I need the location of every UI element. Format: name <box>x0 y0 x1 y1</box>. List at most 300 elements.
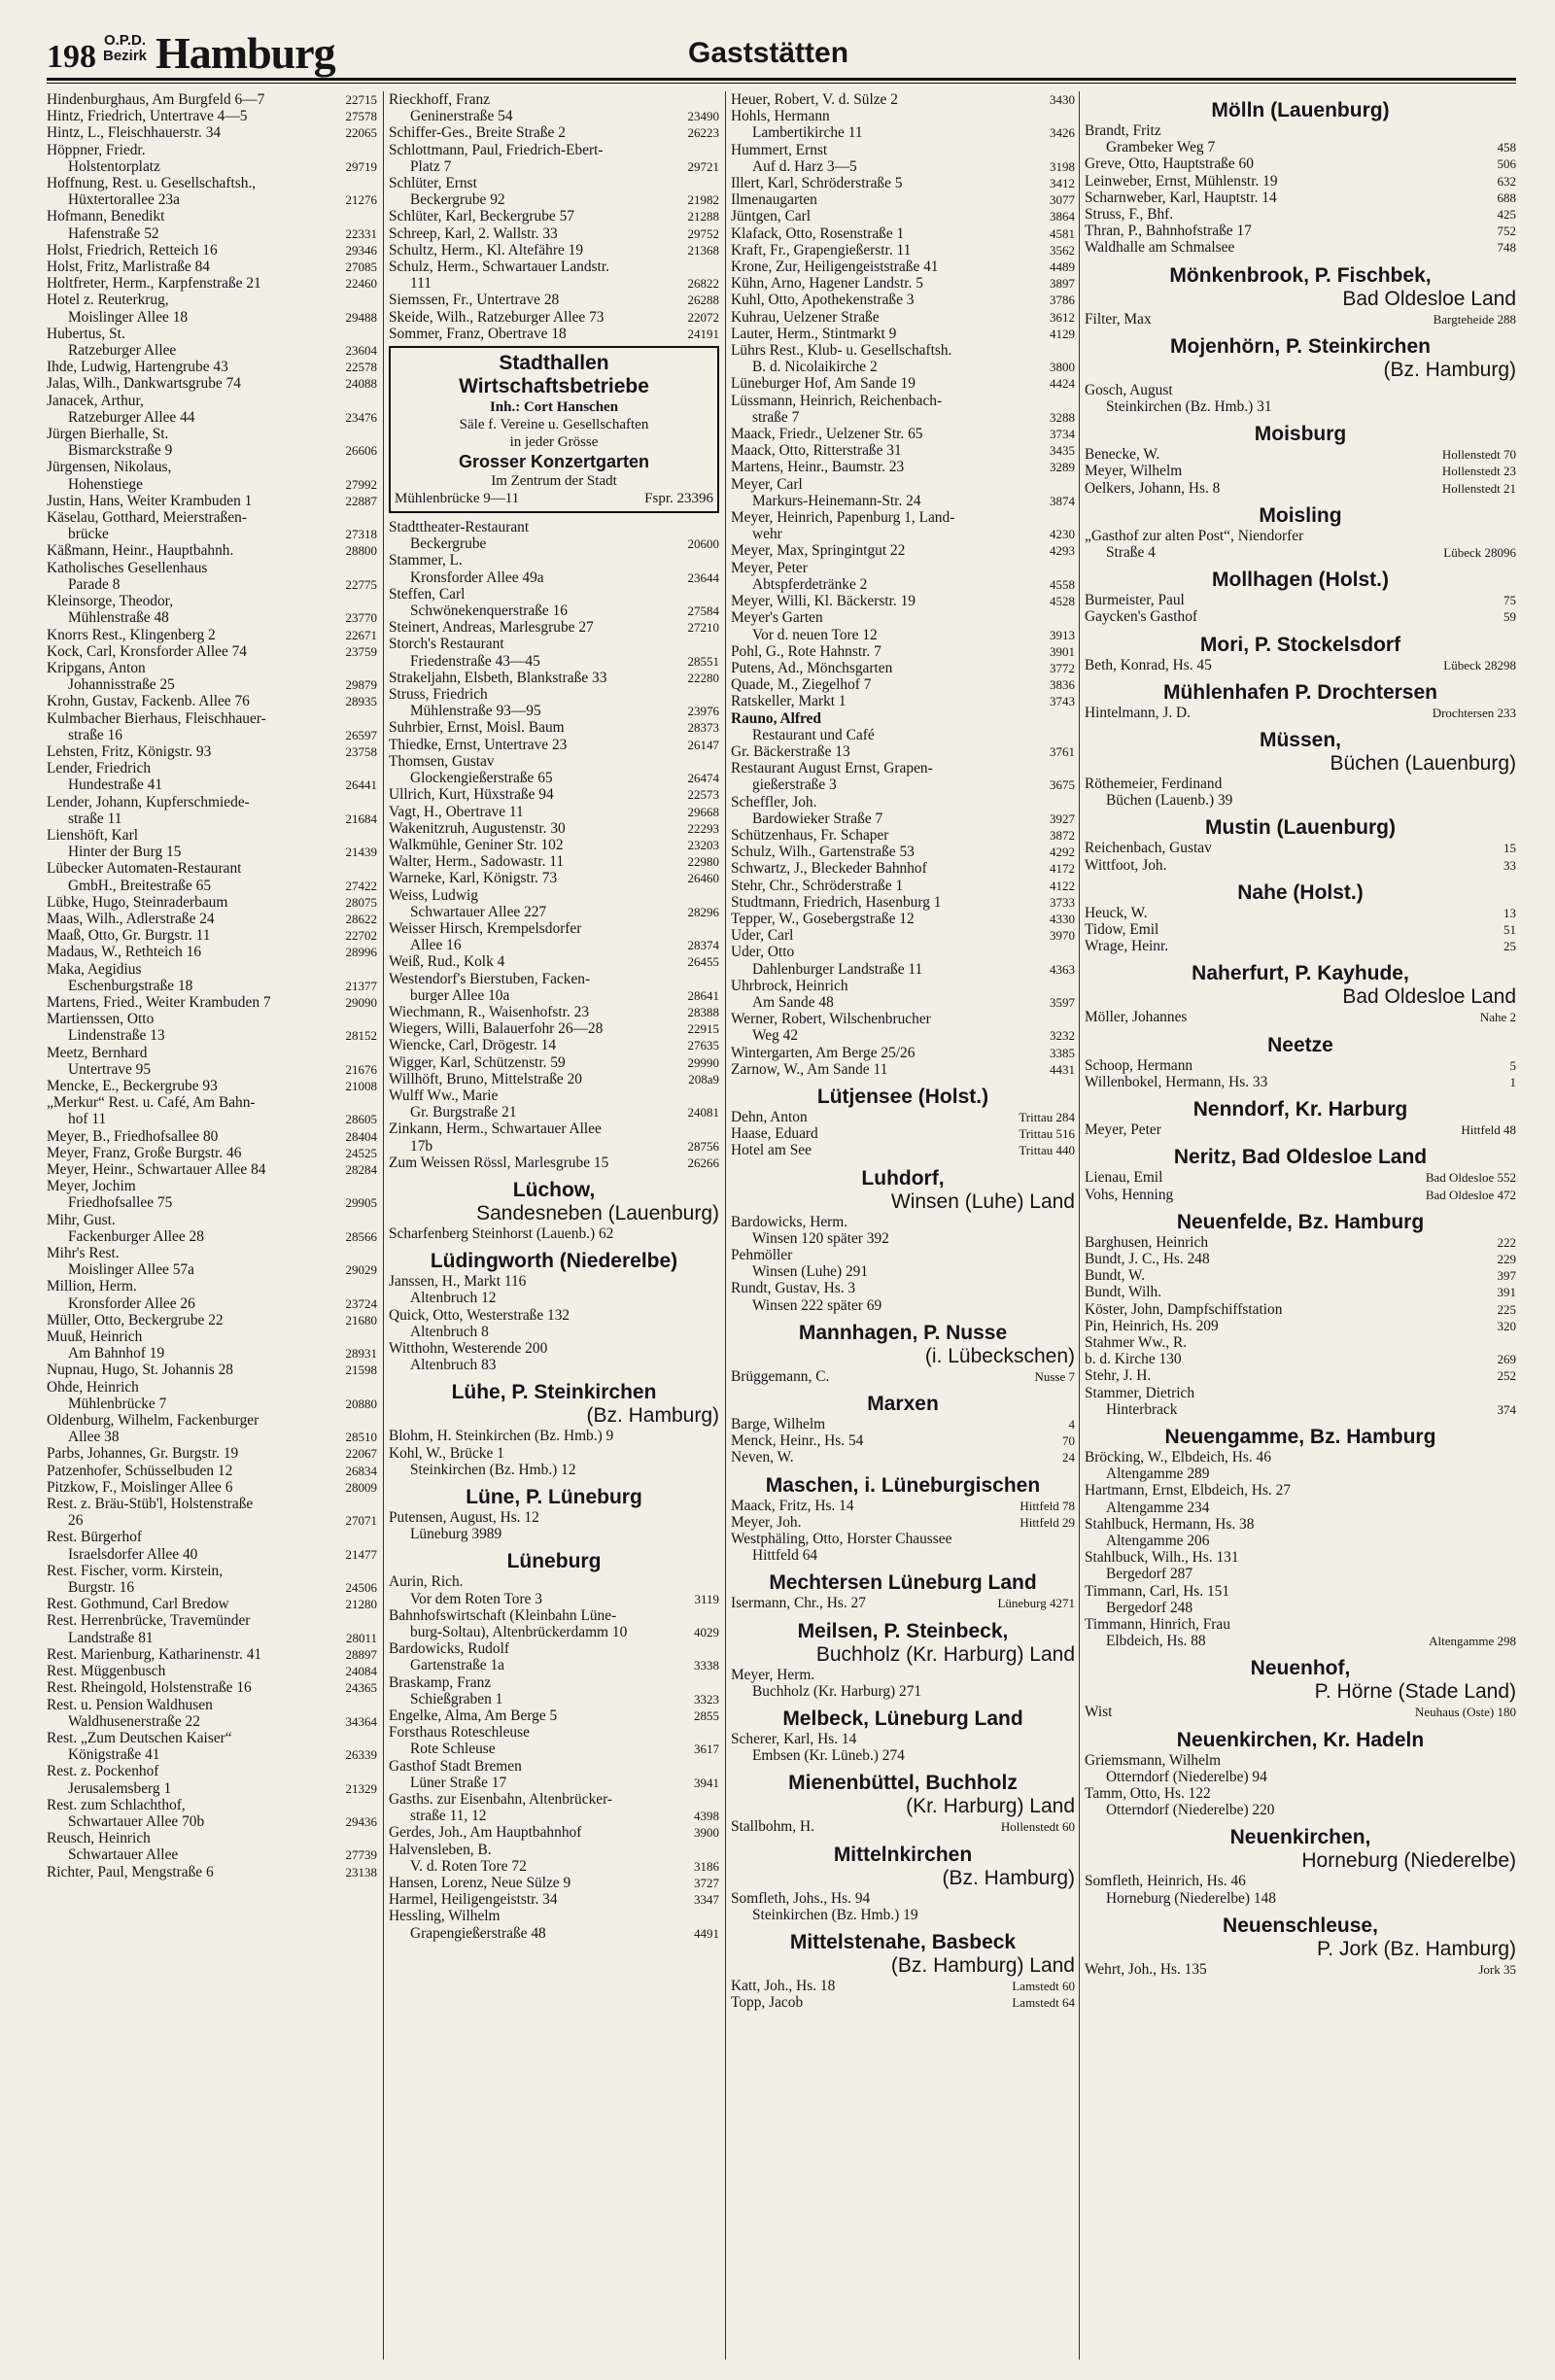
listing-entry <box>1085 1009 1516 1025</box>
phone-number: 26266 <box>687 1155 719 1170</box>
listing-name: Ullrich, Kurt, Hüxstraße 94 22573 <box>389 786 719 804</box>
listing-address: Schwartauer Allee 27739 <box>68 1846 377 1864</box>
listing-name: Weiß, Rud., Kolk 4 26455 <box>389 953 719 971</box>
phone-number: 21680 <box>345 1312 377 1328</box>
phone-number: 4491 <box>694 1925 719 1941</box>
listing-entry <box>1085 311 1516 328</box>
place-heading <box>1085 335 1516 382</box>
place-name: Mölln (Lauenburg) <box>1211 99 1390 121</box>
listing-address: 17b 28756 <box>410 1137 719 1155</box>
phone-number: 3426 <box>1050 125 1075 141</box>
header-rule-thin <box>47 83 1516 84</box>
listing-address: Fackenburger Allee 28 28566 <box>68 1227 377 1245</box>
listing-entry <box>47 660 377 693</box>
directory-page <box>47 27 1516 2360</box>
phone-number: 4398 <box>694 1809 719 1824</box>
listing-entry <box>1085 857 1516 874</box>
listing-entry <box>1085 938 1516 954</box>
listing-name: Struss, F., Bhf. 425 <box>1085 206 1516 224</box>
advert-address-line <box>395 490 713 507</box>
listing-address: Platz 7 29721 <box>410 157 719 175</box>
phone-number: Bad Oldesloe 552 <box>1425 1170 1516 1186</box>
listing-name: Kraft, Fr., Grapengießerstr. 11 3562 <box>731 241 1075 259</box>
place-name: Neuenkirchen, <box>1229 1826 1371 1849</box>
listing-entry <box>389 971 719 1004</box>
listing-entry <box>731 393 1075 426</box>
phone-number: 23758 <box>345 743 377 759</box>
listing-entry <box>731 259 1075 275</box>
listing-name: Harmel, Heiligengeiststr. 34 3347 <box>389 1891 719 1909</box>
listing-entry <box>1085 840 1516 856</box>
listing-name: Stammer, L. <box>389 552 463 569</box>
listing-address: Kronsforder Allee 49a 23644 <box>410 569 719 586</box>
listing-name: Willhöft, Bruno, Mittelstraße 20 208a9 <box>389 1070 719 1087</box>
listing-name: Tamm, Otto, Hs. 122 <box>1085 1784 1211 1802</box>
listing-name: Dehn, Anton Trittau 284 <box>731 1108 1075 1125</box>
listing-address: Lambertikirche 11 3426 <box>752 124 1075 142</box>
listing-name: Greve, Otto, Hauptstraße 60 506 <box>1085 155 1516 173</box>
phone-number: 29990 <box>687 1054 719 1070</box>
listing-name: Meyer, Max, Springintgut 22 4293 <box>731 542 1075 560</box>
phone-number: 22293 <box>687 820 719 836</box>
listing-entry <box>47 1362 377 1378</box>
listing-entry <box>47 794 377 827</box>
listing-name: Brüggemann, C. Nusse 7 <box>731 1367 1075 1385</box>
phone-number: 27318 <box>345 527 377 542</box>
listing-entry <box>47 1161 377 1178</box>
phone-number: 252 <box>1497 1368 1516 1384</box>
phone-number: 23770 <box>345 610 377 626</box>
phone-number: 21008 <box>345 1078 377 1093</box>
column-1 <box>47 91 377 2360</box>
listing-address: Landstraße 81 28011 <box>68 1629 377 1646</box>
listing-address: Gr. Burgstraße 21 24081 <box>410 1104 719 1121</box>
phone-number: 26339 <box>345 1747 377 1763</box>
listing-entry <box>731 878 1075 894</box>
listing-name: Parbs, Johannes, Gr. Burgstr. 19 22067 <box>47 1445 377 1463</box>
listing-entry <box>389 1307 719 1340</box>
listing-name: Röthemeier, Ferdinand <box>1085 776 1223 793</box>
listing-entry <box>389 1758 719 1791</box>
listing-name: Griemsmann, Wilhelm <box>1085 1751 1222 1769</box>
listing-address: Geninerstraße 54 23490 <box>410 108 719 125</box>
listing-name: Werner, Robert, Wilschenbrucher <box>731 1011 931 1028</box>
listing-address: Winsen 120 später 392 <box>752 1229 889 1247</box>
listing-entry <box>47 1445 377 1462</box>
listing-entry <box>731 476 1075 509</box>
listing-name: Weisser Hirsch, Krempelsdorfer <box>389 919 582 937</box>
listing-name: Ratskeller, Markt 1 3743 <box>731 693 1075 710</box>
listing-address: Hüxtertorallee 23a 21276 <box>68 191 377 209</box>
listing-name: Uder, Carl 3970 <box>731 927 1075 945</box>
listing-name: Rest. Fischer, vorm. Kirstein, <box>47 1562 224 1579</box>
listing-name: Lübecker Automaten-Restaurant <box>47 860 242 878</box>
listing-entry <box>47 1312 377 1328</box>
column-4 <box>1085 91 1516 2360</box>
listing-entry <box>731 609 1075 642</box>
listing-entry <box>731 1595 1075 1611</box>
phone-number: 21368 <box>687 242 719 258</box>
listing-name: Rest. Marienburg, Katharinenstr. 41 28897 <box>47 1645 377 1663</box>
listing-name: Hohls, Hermann <box>731 108 830 125</box>
phone-number: Altengamme 298 <box>1429 1634 1516 1649</box>
listing-entry <box>389 853 719 870</box>
phone-number: Hollenstedt 60 <box>1000 1819 1075 1835</box>
listing-entry <box>1085 446 1516 463</box>
phone-number: 28641 <box>687 987 719 1003</box>
listing-entry <box>389 1020 719 1037</box>
listing-name: Stehr, J. H. 252 <box>1085 1367 1516 1385</box>
phone-number: 29721 <box>687 158 719 174</box>
listing-address: Gartenstraße 1a 3338 <box>410 1657 719 1674</box>
phone-number: 27584 <box>687 604 719 619</box>
phone-number: 22715 <box>345 92 377 107</box>
listing-address: Schwartauer Allee 227 28296 <box>410 903 719 920</box>
listing-address: Altengamme 234 <box>1106 1499 1210 1516</box>
listing-entry <box>731 1449 1075 1466</box>
listing-name: Rest. z. Bräu-Stüb'l, Holstenstraße <box>47 1496 254 1513</box>
listing-entry <box>731 1011 1075 1044</box>
listing-entry <box>731 242 1075 259</box>
phone-number: 229 <box>1497 1251 1516 1266</box>
listing-name: Meyer, Heinr., Schwartauer Allee 84 28284 <box>47 1161 377 1178</box>
phone-number: 26455 <box>687 954 719 970</box>
listing-entry <box>47 1078 377 1094</box>
listing-name: Martens, Fried., Weiter Krambuden 7 29090 <box>47 993 377 1011</box>
place-heading <box>1085 729 1516 776</box>
phone-number: 26223 <box>687 125 719 141</box>
listing-name: Pehmöller <box>731 1247 793 1263</box>
place-name: Mannhagen, P. Nusse <box>798 1321 1008 1344</box>
place-name: Moisburg <box>1254 423 1347 446</box>
listing-name: Bundt, W. 397 <box>1085 1267 1516 1285</box>
listing-name: Höppner, Friedr. <box>47 141 146 158</box>
place-district: P. Jork (Bz. Hamburg) <box>1316 1937 1516 1960</box>
phone-number: 4029 <box>694 1625 719 1640</box>
listing-entry <box>389 1340 719 1373</box>
phone-number: 22671 <box>345 627 377 642</box>
phone-number: 752 <box>1497 224 1516 239</box>
listing-name: Kulmbacher Bierhaus, Fleischhauer- <box>47 709 266 727</box>
listing-name: Wulff Ww., Marie <box>389 1087 499 1104</box>
listing-entry <box>389 1087 719 1121</box>
phone-number: Hollenstedt 70 <box>1441 447 1516 463</box>
listing-entry <box>731 1416 1075 1432</box>
listing-name: Stahlbuck, Wilh., Hs. 131 <box>1085 1549 1239 1567</box>
phone-number: 28605 <box>345 1112 377 1127</box>
listing-entry <box>47 542 377 559</box>
phone-number: 28404 <box>345 1128 377 1144</box>
phone-number: 4293 <box>1050 543 1075 559</box>
listing-entry <box>731 560 1075 593</box>
listing-entry <box>389 804 719 820</box>
listing-entry <box>1085 173 1516 190</box>
listing-entry <box>389 1071 719 1087</box>
phone-number: 4581 <box>1050 225 1075 241</box>
phone-number: Hollenstedt 23 <box>1441 464 1516 479</box>
listing-entry <box>389 225 719 242</box>
phone-number: 3733 <box>1050 894 1075 910</box>
listing-entry <box>47 509 377 542</box>
listing-name: Uder, Otto <box>731 944 795 961</box>
listing-address: Altenbruch 8 <box>410 1323 489 1340</box>
listing-name: Menck, Heinr., Hs. 54 70 <box>731 1432 1075 1450</box>
listing-name: Weiss, Ludwig <box>389 886 478 904</box>
phone-number: 27578 <box>345 109 377 124</box>
phone-number: 3347 <box>694 1892 719 1908</box>
listing-entry <box>731 710 1075 743</box>
listing-address: Lüner Straße 17 3941 <box>410 1774 719 1791</box>
phone-number: 4424 <box>1050 376 1075 392</box>
place-heading <box>1085 1098 1516 1121</box>
listing-name: Somfleth, Johs., Hs. 94 <box>731 1889 871 1907</box>
listing-entry <box>47 760 377 793</box>
listing-entry <box>47 142 377 175</box>
phone-number: 3289 <box>1050 460 1075 475</box>
listing-name: Beth, Konrad, Hs. 45 Lübeck 28298 <box>1085 656 1516 673</box>
listing-name: Lübke, Hugo, Steinraderbaum 28075 <box>47 893 377 911</box>
phone-number: 506 <box>1497 156 1516 172</box>
listing-name: Willenbokel, Hermann, Hs. 33 1 <box>1085 1073 1516 1090</box>
listing-entry <box>731 342 1075 375</box>
listing-name: Uhrbrock, Heinrich <box>731 977 848 994</box>
listing-address: Allee 38 28510 <box>68 1429 377 1446</box>
listing-address: wehr 4230 <box>752 526 1075 543</box>
listing-name: Katt, Joh., Hs. 18 Lamstedt 60 <box>731 1978 1075 1995</box>
listing-name: Bröcking, W., Elbdeich, Hs. 46 <box>1085 1448 1271 1466</box>
listing-entry <box>47 1128 377 1145</box>
phone-number: 4122 <box>1050 878 1075 893</box>
phone-number: 21477 <box>345 1546 377 1562</box>
listing-entry <box>389 292 719 308</box>
phone-number: 3772 <box>1050 660 1075 675</box>
listing-entry <box>1085 1121 1516 1138</box>
advert-box <box>389 346 719 513</box>
listing-name: Wrage, Heinr. 25 <box>1085 938 1516 955</box>
listing-name: Jalas, Wilh., Dankwartsgrube 74 24088 <box>47 375 377 393</box>
listing-name: Jürgen Bierhalle, St. <box>47 426 169 443</box>
listing-entry <box>1085 1234 1516 1251</box>
listing-name: Bardowicks, Rudolf <box>389 1640 509 1658</box>
phone-number: 27992 <box>345 476 377 492</box>
advert-text: Säle f. Vereine u. Gesellschaften <box>459 417 649 433</box>
place-district: (Bz. Hamburg) <box>586 1404 719 1428</box>
listing-name: Filter, Max Bargteheide 288 <box>1085 310 1516 328</box>
listing-entry <box>47 259 377 275</box>
phone-number: 28935 <box>345 694 377 709</box>
place-heading <box>1085 1657 1516 1704</box>
listing-name: Rest. Müggenbusch 24084 <box>47 1663 377 1680</box>
listing-entry <box>389 586 719 619</box>
listing-entry <box>731 860 1075 877</box>
listing-address: Abtspferdetränke 2 4558 <box>752 575 1075 593</box>
place-district: Buchholz (Kr. Harburg) Land <box>815 1642 1075 1666</box>
phone-number: Hittfeld 78 <box>1019 1498 1075 1513</box>
listing-name: Barge, Wilhelm 4 <box>731 1416 1075 1433</box>
listing-name: Hartmann, Ernst, Elbdeich, Hs. 27 <box>1085 1482 1292 1500</box>
listing-name: Storch's Restaurant <box>389 636 504 653</box>
listing-entry <box>731 1045 1075 1061</box>
phone-number: 21329 <box>345 1780 377 1796</box>
listing-address: Schwönekenquerstraße 16 27584 <box>410 603 719 620</box>
listing-entry <box>47 1178 377 1211</box>
listing-entry <box>731 459 1075 475</box>
listing-entry <box>1085 592 1516 608</box>
listing-name: Rest. u. Pension Waldhusen <box>47 1696 213 1713</box>
place-heading <box>731 1474 1075 1498</box>
phone-number: 3872 <box>1050 827 1075 843</box>
listing-address: burger Allee 10a 28641 <box>410 986 719 1004</box>
listing-entry <box>1085 608 1516 625</box>
listing-entry <box>47 1697 377 1730</box>
listing-entry <box>1085 1873 1516 1906</box>
phone-number: 28622 <box>345 911 377 926</box>
header-rule <box>47 78 1516 81</box>
page-header <box>47 27 1516 78</box>
advert-text: in jeder Grösse <box>509 434 599 451</box>
place-district: Sandesneben (Lauenburg) <box>476 1201 719 1224</box>
phone-number: 3913 <box>1050 627 1075 642</box>
listing-address: Hundestraße 41 26441 <box>68 776 377 794</box>
listing-name: Neven, W. 24 <box>731 1449 1075 1466</box>
phone-number: 397 <box>1497 1268 1516 1284</box>
listing-entry <box>1085 1334 1516 1351</box>
phone-number: 22280 <box>687 670 719 685</box>
phone-number: 27071 <box>345 1513 377 1529</box>
listing-entry <box>1085 1187 1516 1203</box>
phone-number: Nusse 7 <box>1034 1368 1075 1384</box>
advert-phone: Fspr. 23396 <box>644 491 713 507</box>
place-district: (Bz. Hamburg) <box>942 1866 1075 1889</box>
listing-entry <box>389 142 719 175</box>
listing-name: Mencke, E., Beckergrube 93 21008 <box>47 1077 377 1094</box>
listing-name: Blohm, H. Steinkirchen (Bz. Hmb.) 9 <box>389 1428 614 1445</box>
phone-number: 4292 <box>1050 845 1075 860</box>
listing-entry <box>389 91 719 124</box>
listing-address: Embsen (Kr. Lüneb.) 274 <box>752 1747 905 1765</box>
listing-address: Ratzeburger Allee 44 23476 <box>68 408 377 426</box>
place-heading <box>731 1086 1075 1109</box>
listing-name: Scherer, Karl, Hs. 14 <box>731 1731 857 1748</box>
listing-entry <box>389 326 719 342</box>
listing-name: Westphäling, Otto, Horster Chaussee <box>731 1531 952 1548</box>
phone-number: 4558 <box>1050 576 1075 592</box>
listing-entry <box>731 275 1075 292</box>
listing-address: Bergedorf 248 <box>1106 1599 1193 1616</box>
listing-entry <box>389 953 719 970</box>
listing-entry <box>389 1640 719 1673</box>
listing-address: 26 27071 <box>68 1512 377 1530</box>
listing-address: Horneburg (Niederelbe) 148 <box>1106 1889 1276 1907</box>
listing-entry <box>389 1509 719 1542</box>
listing-entry <box>1085 190 1516 206</box>
listing-entry <box>731 191 1075 208</box>
listing-entry <box>47 1463 377 1479</box>
listing-entry <box>389 1428 719 1444</box>
place-name: Mühlenhafen P. Drochtersen <box>1162 680 1437 704</box>
listing-entry <box>47 710 377 743</box>
listing-entry <box>731 375 1075 392</box>
phone-number: 24 <box>1062 1450 1075 1466</box>
phone-number: 748 <box>1497 240 1516 256</box>
phone-number: 3435 <box>1050 443 1075 459</box>
listing-entry <box>47 1011 377 1044</box>
listing-name: Mihr, Gust. <box>47 1211 116 1228</box>
listing-entry <box>389 920 719 953</box>
listing-entry <box>389 259 719 292</box>
listing-name: Wiechmann, R., Waisenhofstr. 23 28388 <box>389 1003 719 1020</box>
listing-entry <box>389 887 719 920</box>
listing-entry <box>1085 155 1516 172</box>
listing-name: Hotel am See Trittau 440 <box>731 1142 1075 1159</box>
phone-number: 24506 <box>345 1580 377 1596</box>
listing-entry <box>47 208 377 241</box>
listing-entry <box>731 927 1075 944</box>
place-name: Mojenhörn, P. Steinkirchen <box>1170 334 1431 358</box>
listing-name: Meyer, Heinrich, Papenburg 1, Land- <box>731 509 955 527</box>
listing-entry <box>47 1763 377 1796</box>
listing-entry <box>731 1142 1075 1158</box>
listing-entry <box>389 1037 719 1053</box>
phone-number: 29488 <box>345 309 377 325</box>
listing-address: Winsen 222 später 69 <box>752 1296 882 1314</box>
place-heading <box>1085 1426 1516 1449</box>
phone-number: Bargteheide 288 <box>1433 311 1516 327</box>
listing-address: Allee 16 28374 <box>410 937 719 954</box>
place-heading <box>1085 264 1516 311</box>
phone-number: Bad Oldesloe 472 <box>1425 1187 1516 1202</box>
listing-entry <box>1085 921 1516 938</box>
listing-entry <box>1085 1482 1516 1515</box>
listing-name: Heuer, Robert, V. d. Sülze 2 3430 <box>731 91 1075 108</box>
listing-name: Maack, Otto, Ritterstraße 31 3435 <box>731 442 1075 460</box>
listing-entry <box>1085 1752 1516 1785</box>
phone-number: Neuhaus (Oste) 180 <box>1415 1705 1516 1720</box>
phone-number: 21676 <box>345 1061 377 1077</box>
listing-name: Mihr's Rest. <box>47 1245 120 1262</box>
phone-number: 24191 <box>687 326 719 341</box>
listing-name: Kühn, Arno, Hagener Landstr. 5 3897 <box>731 275 1075 293</box>
listing-address: Lindenstraße 13 28152 <box>68 1027 377 1045</box>
listing-entry <box>47 593 377 626</box>
listing-entry <box>389 1824 719 1841</box>
phone-number: 3232 <box>1050 1028 1075 1044</box>
listing-name: Stadttheater-Restaurant <box>389 519 530 536</box>
listing-entry <box>47 1830 377 1863</box>
listing-name: Hofmann, Benedikt <box>47 208 165 225</box>
phone-number: 3743 <box>1050 694 1075 709</box>
place-name: Neuenkirchen, Kr. Hadeln <box>1176 1728 1425 1751</box>
listing-name: Hintelmann, J. D. Drochtersen 233 <box>1085 704 1516 721</box>
listing-entry <box>389 636 719 669</box>
listing-name: Maka, Aegidius <box>47 960 142 978</box>
phone-number: 29905 <box>345 1195 377 1211</box>
listing-name: Reichenbach, Gustav 15 <box>1085 840 1516 857</box>
listing-entry <box>1085 1169 1516 1186</box>
phone-number: 23490 <box>687 109 719 124</box>
listing-name: Skeide, Wilh., Ratzeburger Allee 73 22072 <box>389 308 719 326</box>
listing-entry <box>1085 1351 1516 1367</box>
phone-number: 27635 <box>687 1038 719 1053</box>
listing-address: Elbdeich, Hs. 88 Altengamme 298 <box>1106 1633 1516 1650</box>
listing-name: Bahnhofswirtschaft (Kleinbahn Lüne- <box>389 1606 617 1624</box>
listing-address: Hohenstiege 27992 <box>68 475 377 493</box>
place-heading <box>1085 1729 1516 1752</box>
listing-entry <box>1085 1385 1516 1418</box>
listing-entry <box>1085 1267 1516 1284</box>
phone-number: 391 <box>1497 1285 1516 1300</box>
listing-entry <box>47 1596 377 1612</box>
